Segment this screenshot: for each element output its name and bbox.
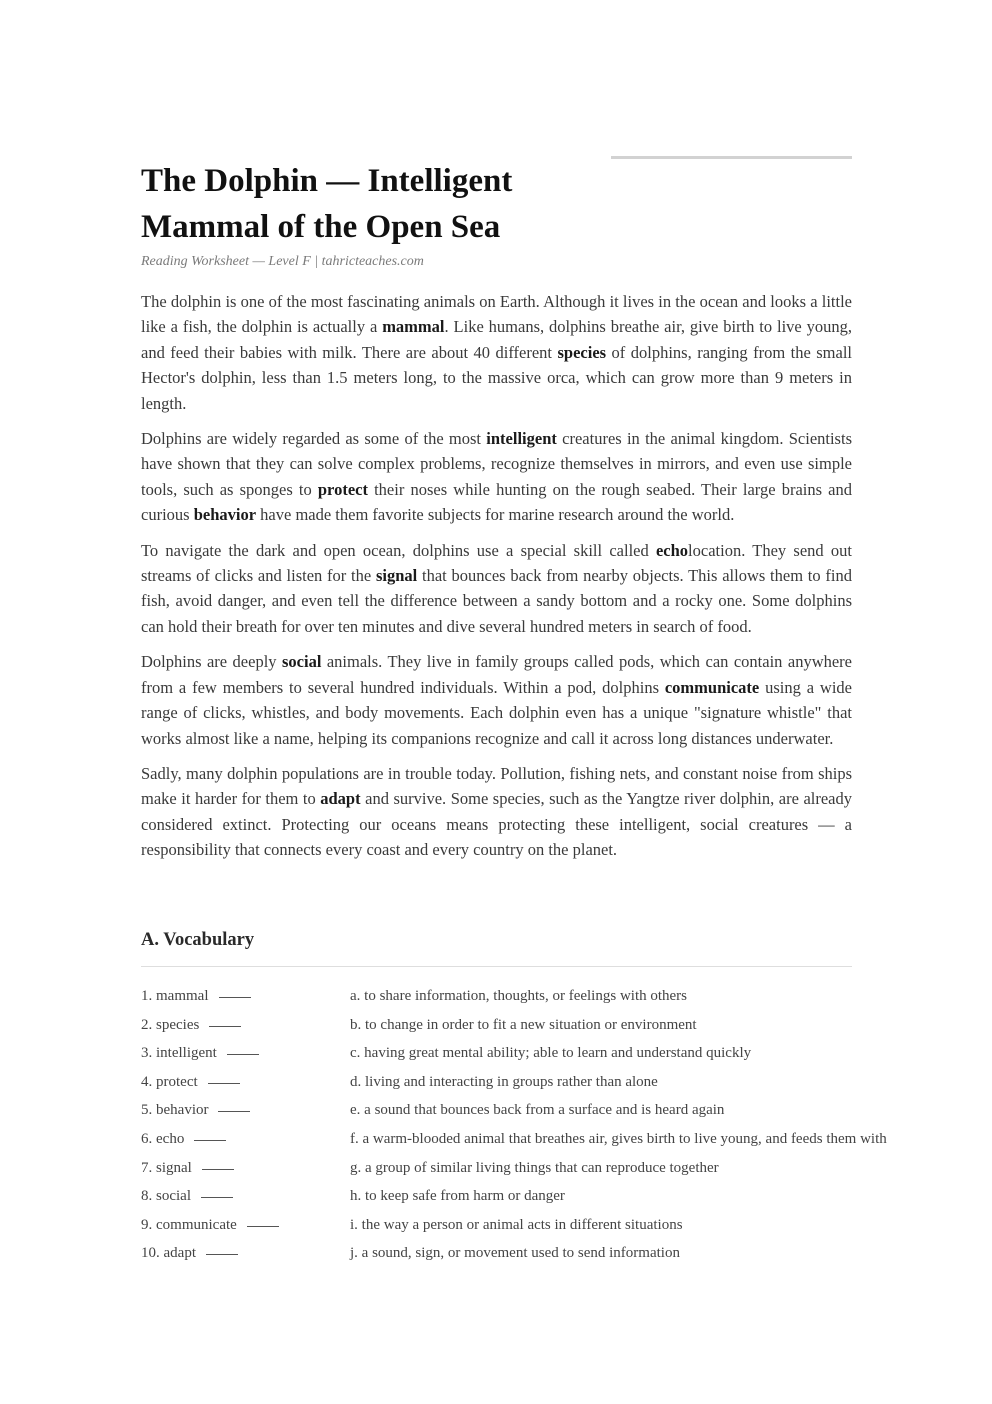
vocab-term [141,1188,233,1205]
vocab-term [141,1245,238,1262]
vocab-row [141,1213,931,1242]
vocab-definition: e. a sound that bounces back from a surface and is heard again [350,1102,725,1119]
paragraph-text: of dolphins, ranging from the small Hector's dolphin, less than 1.5 meters long, to the massive orca, which can grow more than 9 meters in length. [141,342,853,413]
vocab-term [141,1017,241,1034]
vocab-row [141,1098,931,1127]
vocab-term [141,1045,259,1062]
vocab-term-text: 8. social [141,1188,191,1205]
vocab-row [141,1241,931,1270]
paragraph-text: animals. They live in family groups called pods, which can contain anywhere from a few members to several hundred individuals. Within a pod, dolphins [141,652,852,697]
vocab-row [141,1041,931,1070]
vocab-keyword: intelligent [486,429,557,449]
vocab-definition: j. a sound, sign, or movement used to send information [350,1245,680,1262]
answer-blank[interactable] [194,1139,226,1141]
passage-paragraph [141,426,852,528]
answer-blank[interactable] [218,1110,250,1112]
vocab-definition: a. to share information, thoughts, or feelings with others [350,988,688,1004]
paragraph-text: Dolphins are deeply [141,652,282,672]
vocab-term-text: 5. behavior [141,1102,209,1119]
passage-paragraph [141,289,852,416]
paragraph-text: creatures in the animal kingdom. Scientists have shown that they can solve complex problems, recognize themselves in mirrors, and even use simple tools, such as sponges to [141,429,852,499]
answer-blank[interactable] [219,996,251,998]
vocab-keyword: signal [375,566,418,586]
paragraph-text: using a wide range of clicks, whistles, and body movements. Each dolphin even has a unique "signature whistle" that works almost like a name, helping its companions recognize and call it across long distances underwater. [141,677,852,748]
passage-paragraph [141,538,852,640]
paragraph-text: To navigate the dark and open ocean, dolphins use a special skill called [141,540,656,560]
title-line-2: Mammal of the Open Sea [141,209,501,245]
answer-blank[interactable] [201,1196,233,1198]
title-line-1: The Dolphin — Intelligent [141,163,513,199]
vocab-definition: h. to keep safe from harm or danger [350,1188,565,1205]
page-title [141,158,611,250]
paragraph-text: and survive. Some species, such as the Yangtze river dolphin, are already considered extinct. Protecting our oceans means protecting these intelligent, social creatures — a responsibility that connects every coast and every country on the planet. [141,789,852,860]
vocab-row [141,1184,931,1213]
vocab-definition: c. having great mental ability; able to learn and understand quickly [350,1045,752,1062]
vocab-term-text: 7. signal [141,1159,192,1176]
answer-blank[interactable] [209,1025,241,1027]
vocab-row [141,1070,931,1099]
vocab-term-text: 9. communicate [141,1216,237,1233]
worksheet-subtitle: Reading Worksheet — Level F | tahricteaches.com [141,254,424,269]
vocab-term-text: 4. protect [141,1073,198,1090]
paragraph-text: location. They send out streams of clicks and listen for the [141,540,852,586]
vocab-keyword: adapt [320,789,361,809]
vocab-term [141,1102,250,1119]
paragraph-text: Sadly, many dolphin populations are in trouble today. Pollution, fishing nets, and constant noise from ships make it harder for them to [141,763,852,809]
vocab-row [141,1013,931,1042]
vocab-term [141,1160,234,1177]
vocab-term [141,1074,240,1091]
vocab-definition: f. a warm-blooded animal that breathes air, gives birth to live young, and feeds them with [350,1130,887,1147]
vocab-term-text: 1. mammal [141,988,209,1004]
paragraph-text: their noses while hunting on the rough seabed. Their large brains and curious [141,479,852,525]
vocabulary-list [141,984,931,1270]
vocab-term-text: 2. species [141,1016,200,1033]
passage-paragraph [141,649,852,751]
vocab-keyword: protect [317,479,368,499]
vocab-term-text: 3. intelligent [141,1045,217,1062]
vocab-definition: d. living and interacting in groups rather than alone [350,1073,658,1090]
answer-blank[interactable] [208,1082,240,1084]
vocab-keyword: communicate [664,677,760,697]
vocab-term [141,1217,279,1234]
vocab-definition: b. to change in order to fit a new situation or environment [350,1016,697,1033]
answer-blank[interactable] [206,1253,238,1255]
vocab-keyword: behavior [193,505,257,525]
vocab-definition: i. the way a person or animal acts in different situations [350,1216,683,1233]
vocab-row [141,984,931,1013]
reading-passage [141,289,852,873]
vocab-keyword: mammal [382,317,445,337]
vocab-row [141,1156,931,1185]
answer-blank[interactable] [247,1225,279,1227]
answer-blank[interactable] [227,1053,259,1055]
paragraph-text: Dolphins are widely regarded as some of the most [141,429,487,449]
answer-blank[interactable] [202,1168,234,1170]
vocab-term-text: 6. echo [141,1130,185,1147]
paragraph-text: . Like humans, dolphins breathe air, give birth to live young, and feed their babies with milk. There are about 40 different [141,317,852,362]
vocabulary-rule [141,966,852,967]
vocabulary-heading: A. Vocabulary [141,930,255,950]
vocab-row [141,1127,931,1156]
vocab-keyword: echo [655,540,689,560]
paragraph-text: The dolphin is one of the most fascinating animals on Earth. Although it lives in the ocean and looks a little like a fish, the dolphin is actually a [141,292,852,337]
vocab-keyword: social [281,652,322,672]
vocab-term [141,988,251,1005]
vocab-term-text: 10. adapt [141,1245,196,1262]
vocab-term [141,1131,226,1148]
vocab-keyword: species [557,342,607,362]
vocab-definition: g. a group of similar living things that can reproduce together [350,1159,719,1176]
header-rule [611,156,852,159]
paragraph-text: have made them favorite subjects for marine research around the world. [256,505,735,525]
paragraph-text: that bounces back from nearby objects. This allows them to find fish, avoid danger, and even tell the difference between a sandy bottom and a rocky one. Some dolphins can hold their breath for over ten minutes and dive several hundred meters in search of food. [141,566,852,636]
passage-paragraph [141,761,852,863]
